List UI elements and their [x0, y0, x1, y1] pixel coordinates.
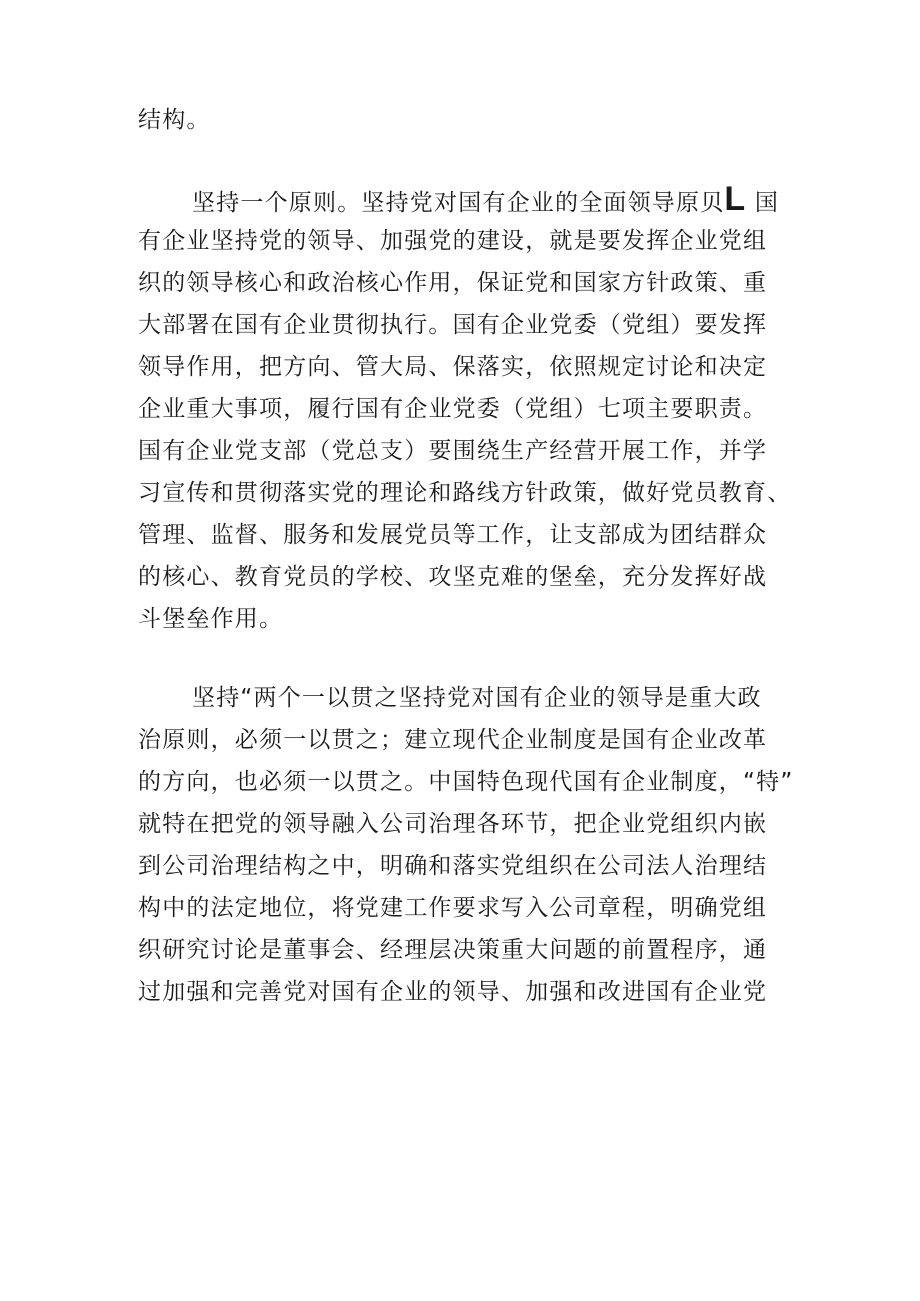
text-line [138, 352, 767, 382]
text-line [192, 180, 780, 218]
text-line-content: 坚持一个原则。坚持党对国有企业的全面领导原贝 [192, 190, 725, 216]
text-line [138, 604, 283, 634]
stray-glyph: L [724, 180, 747, 218]
text-line-content: 到公司治理结构之中，明确和落实党组织在公司法人治理结 [138, 853, 768, 879]
text-line-content: 企业重大事项，履行国有企业党委（党组）七项主要职责。 [138, 396, 768, 422]
text-line-content: 的核心、教育党员的学校、攻坚克难的堡垒，充分发挥好战 [138, 564, 768, 590]
text-line [138, 725, 767, 755]
text-line-content: 结构。 [138, 107, 211, 133]
text-line-content: 坚持“两个一以贯之坚持党对国有企业的领导是重大政 [192, 685, 762, 711]
text-line-content: 织的领导核心和政治核心作用，保证党和国家方针政策、重 [138, 270, 768, 296]
text-line [138, 562, 767, 592]
text-line [138, 893, 767, 923]
text-line [138, 105, 211, 135]
text-line-content: 构中的法定地位，将党建工作要求写入公司章程，明确党组 [138, 895, 768, 921]
text-line [138, 268, 767, 298]
text-line-tail: 国 [746, 190, 780, 216]
text-line-content: 管理、监督、服务和发展党员等工作，让支部成为团结群众 [138, 522, 768, 548]
text-line-content: 大部署在国有企业贯彻执行。国有企业党委（党组）要发挥 [138, 312, 768, 338]
text-line [138, 767, 793, 797]
text-line-content: 斗堡垒作用。 [138, 606, 284, 632]
text-line [138, 935, 767, 965]
text-line [192, 683, 762, 713]
text-line-content: 习宣传和贯彻落实党的理论和路线方针政策，做好党员教育、 [138, 480, 792, 506]
text-line-content: 过加强和完善党对国有企业的领导、加强和改进国有企业党 [138, 979, 768, 1005]
text-line [138, 226, 767, 256]
text-line-content: 的方向，也必须一以贯之。中国特色现代国有企业制度，“特” [138, 769, 794, 795]
text-line [138, 436, 767, 466]
text-line-content: 织研究讨论是董事会、经理层决策重大问题的前置程序，通 [138, 937, 768, 963]
text-line [138, 520, 767, 550]
text-line [138, 809, 767, 839]
text-line-content: 就特在把党的领导融入公司治理各环节，把企业党组织内嵌 [138, 811, 768, 837]
text-line-content: 国有企业党支部（党总支）要围绕生产经营开展工作，并学 [138, 438, 768, 464]
text-line [138, 310, 767, 340]
text-line [138, 977, 767, 1007]
text-line [138, 851, 767, 881]
text-line-content: 治原则，必须一以贯之；建立现代企业制度是国有企业改革 [138, 727, 768, 753]
text-line-content: 领导作用，把方向、管大局、保落实，依照规定讨论和决定 [138, 354, 768, 380]
text-line [138, 394, 767, 424]
text-line [138, 478, 791, 508]
text-line-content: 有企业坚持党的领导、加强党的建设，就是要发挥企业党组 [138, 228, 768, 254]
